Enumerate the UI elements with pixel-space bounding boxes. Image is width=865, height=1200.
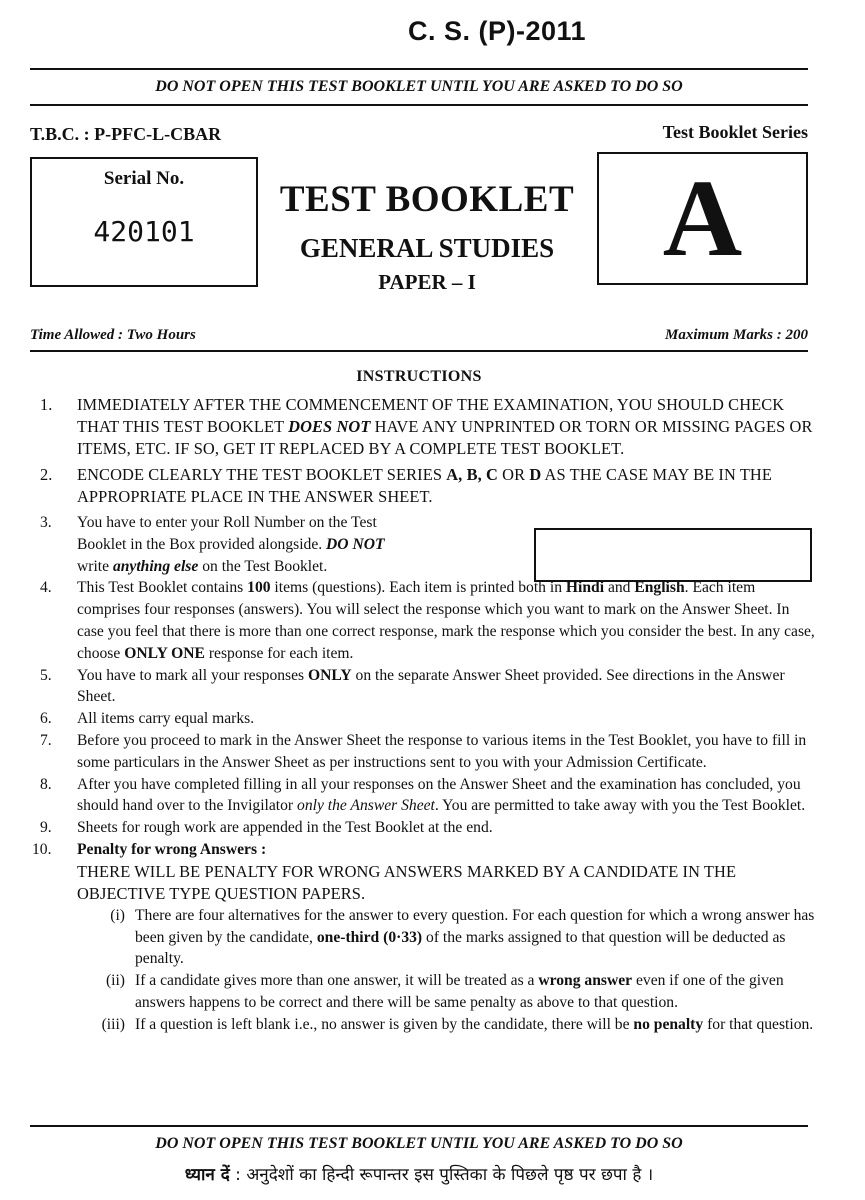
instructions-list bbox=[30, 394, 815, 1036]
instruction-5: 5. You have to mark all your responses ONLY on the separate Answer Sheet provided. See directions in the Answer Sheet. bbox=[40, 666, 785, 706]
notice-bottom: DO NOT OPEN THIS TEST BOOKLET UNTIL YOU ARE ASKED TO DO SO bbox=[155, 1135, 683, 1152]
instruction-8: 8. After you have completed filling in all your responses on the Answer Sheet and the examination has concluded, you should hand over to the Invigilator only the Answer Sheet. You are permitted to take away with you the Test Booklet. bbox=[40, 775, 806, 815]
hindi-note: ध्यान दें : अनुदेशों का हिन्दी रूपान्तर इस पुस्तिका के पिछले पृष्ठ पर छपा है । bbox=[184, 1165, 654, 1185]
bottom-rule bbox=[30, 1125, 808, 1127]
instruction-3: 3. You have to enter your Roll Number on the Test Booklet in the Box provided alongside. DO NOT write anything else on the Test Booklet. bbox=[40, 514, 385, 575]
instruction-1: 1. IMMEDIATELY AFTER THE COMMENCEMENT OF THE EXAMINATION, YOU SHOULD CHECK THAT THIS TEST BOOKLET DOES NOT HAVE ANY UNPRINTED OR TORN OR MISSING PAGES OR ITEMS, ETC. IF SO, GET IT REPLACED BY A COMPLETE TEST BOOKLET. bbox=[40, 395, 813, 458]
penalty-rule-3: (iii) If a question is left blank i.e., no answer is given by the candidate, there will be no penalty for that question. bbox=[101, 1015, 814, 1033]
instruction-6: 6. All items carry equal marks. bbox=[40, 710, 255, 728]
penalty-rule-1: (i) There are four alternatives for the answer to every question. For each question for which a wrong answer has been given by the candidate, one-third (0·33) of the marks assigned to that question will be deducted as penalty. bbox=[110, 906, 815, 968]
series-letter: A bbox=[662, 157, 743, 279]
instruction-2: 2. ENCODE CLEARLY THE TEST BOOKLET SERIES A, B, C OR D AS THE CASE MAY BE IN THE APPROPRIATE PLACE IN THE ANSWER SHEET. bbox=[40, 465, 772, 506]
maximum-marks: Maximum Marks : 200 bbox=[665, 327, 808, 343]
paper-title: PAPER – I bbox=[378, 270, 476, 294]
time-allowed: Time Allowed : Two Hours bbox=[30, 327, 196, 343]
instruction-4: 4. This Test Booklet contains 100 items (questions). Each item is printed both in Hindi and English. Each item comprises four responses (answers). You will select the response which you want to mark on the Answer Sheet. In case you feel that there is more than one correct response, mark the response which you consider the best. In any case, choose ONLY ONE response for each item. bbox=[40, 579, 815, 662]
series-label: Test Booklet Series bbox=[662, 122, 808, 142]
serial-value: 420101 bbox=[93, 215, 195, 248]
meta-rule bbox=[30, 350, 808, 352]
penalty-rule-2: (ii) If a candidate gives more than one answer, it will be treated as a wrong answer even if one of the given answers happens to be correct and there will be same penalty as above to that question. bbox=[105, 972, 784, 1011]
instruction-7: 7. Before you proceed to mark in the Answer Sheet the response to various items in the Test Booklet, you have to fill in some particulars in the Answer Sheet as per instructions sent to you with your Admission Certificate. bbox=[40, 731, 807, 771]
instruction-9: 9. Sheets for rough work are appended in the Test Booklet at the end. bbox=[40, 819, 493, 837]
exam-code: C. S. (P)-2011 bbox=[408, 16, 587, 46]
penalty-heading: Penalty for wrong Answers : bbox=[77, 840, 267, 858]
notice-top: DO NOT OPEN THIS TEST BOOKLET UNTIL YOU ARE ASKED TO DO SO bbox=[155, 78, 683, 95]
top-rule-2 bbox=[30, 104, 808, 106]
booklet-title: TEST BOOKLET bbox=[279, 179, 575, 220]
instructions-heading: INSTRUCTIONS bbox=[356, 368, 482, 385]
subject-title: GENERAL STUDIES bbox=[299, 233, 555, 263]
top-rule bbox=[30, 68, 808, 70]
serial-label: Serial No. bbox=[103, 168, 185, 189]
instruction-10: 10. Penalty for wrong Answers : THERE WILL BE PENALTY FOR WRONG ANSWERS MARKED BY A CANDIDATE IN THE OBJECTIVE TYPE QUESTION PAPERS. bbox=[32, 840, 737, 903]
tbc-code: T.B.C. : P-PFC-L-CBAR bbox=[30, 124, 222, 144]
